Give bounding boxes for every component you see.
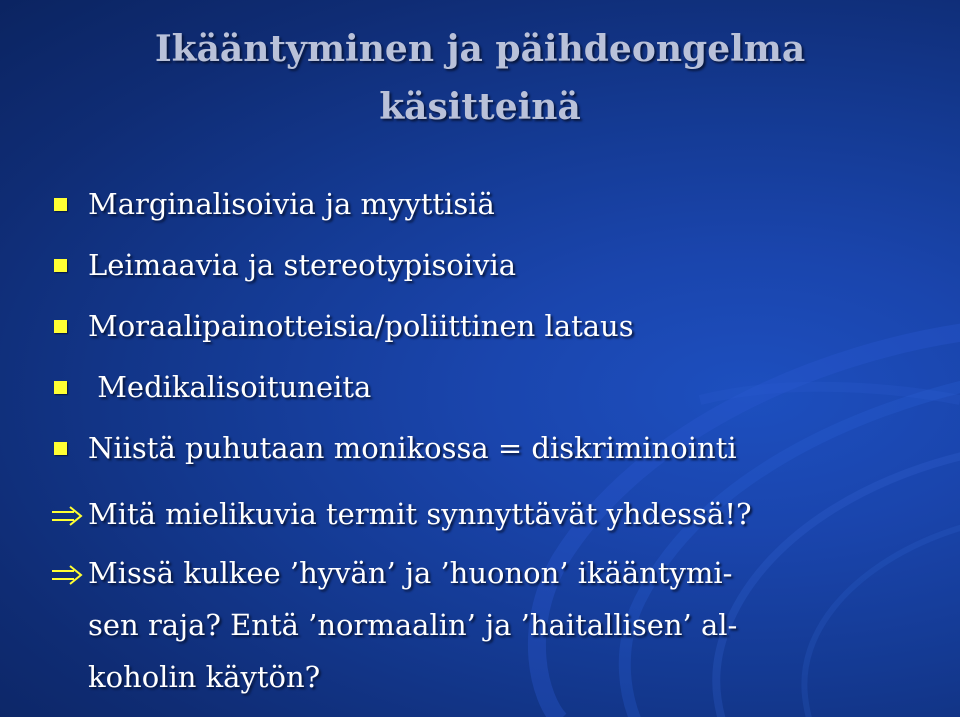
bullet-item-4: Medikalisoituneita bbox=[88, 370, 372, 404]
bullet-item-1: Marginalisoivia ja myyttisiä bbox=[88, 187, 495, 221]
arrow-item-1: Mitä mielikuvia termit synnyttävät yhdessä!? bbox=[88, 497, 752, 531]
slide-title-line-2: käsitteinä bbox=[379, 86, 581, 128]
arrow-item-2-line-1: Missä kulkee ’hyvän’ ja ’huonon’ ikääntymi- bbox=[88, 556, 733, 590]
arrow-item-2-line-2: sen raja? Entä ’normaalin’ ja ’haitallisen’ al- bbox=[88, 608, 738, 642]
double-arrow-icon bbox=[50, 505, 84, 527]
bullet-item-2: Leimaavia ja stereotypisoivia bbox=[88, 248, 517, 282]
bullet-item-3: Moraalipainotteisia/poliittinen lataus bbox=[88, 309, 634, 343]
double-arrow-icon bbox=[50, 564, 84, 586]
square-bullet-icon bbox=[54, 259, 67, 272]
square-bullet-icon bbox=[54, 198, 67, 211]
square-bullet-icon bbox=[54, 442, 67, 455]
bullet-item-5: Niistä puhutaan monikossa = diskriminointi bbox=[88, 431, 737, 465]
slide-title-line-1: Ikääntyminen ja päihdeongelma bbox=[154, 28, 806, 70]
arrow-item-2-line-3: koholin käytön? bbox=[88, 660, 321, 694]
square-bullet-icon bbox=[54, 381, 67, 394]
square-bullet-icon bbox=[54, 320, 67, 333]
